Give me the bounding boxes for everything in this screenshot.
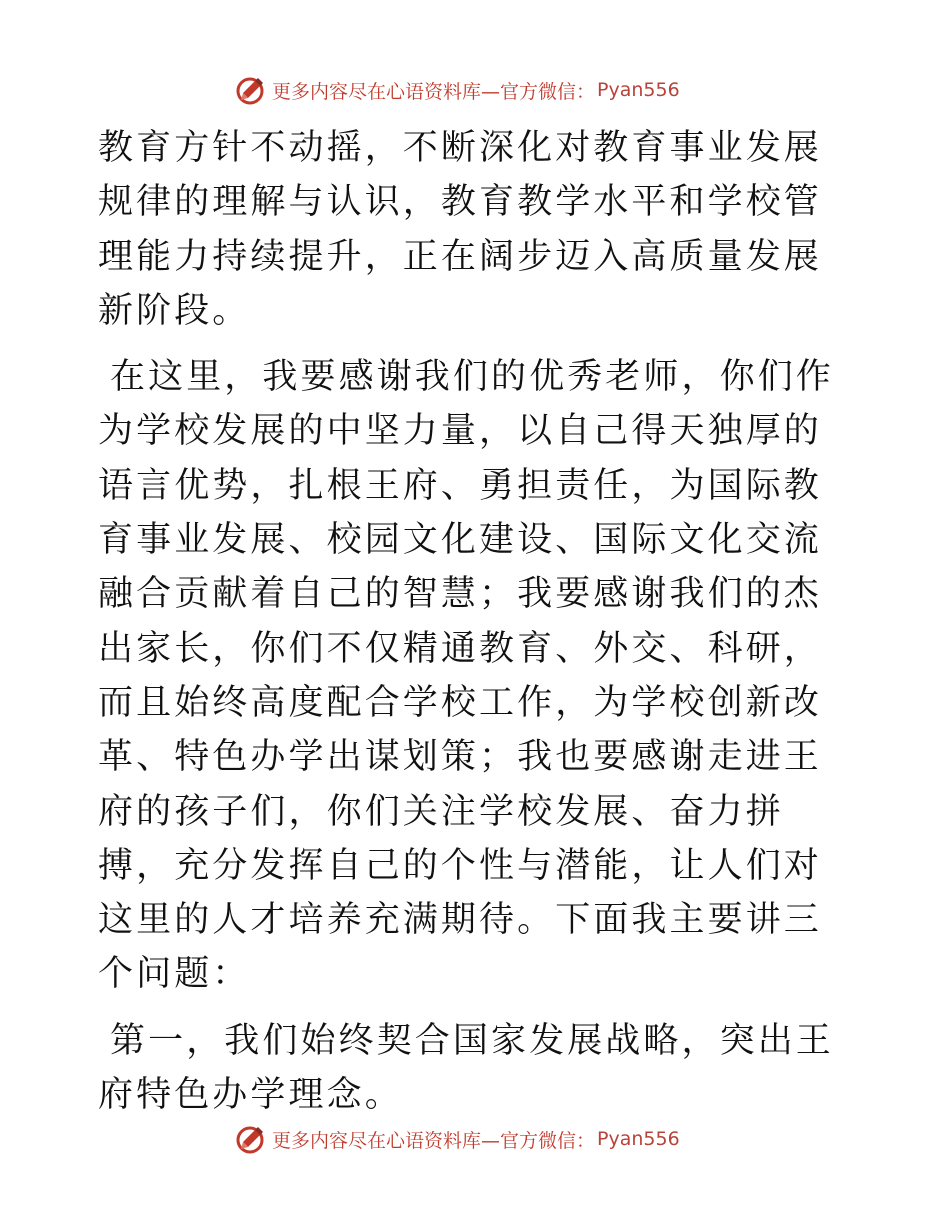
watermark-contact: Pyan556: [597, 1128, 680, 1150]
pen-logo-icon: [234, 73, 268, 107]
pen-logo-icon: [234, 1122, 268, 1156]
watermark-text: 更多内容尽在心语资料库—官方微信：: [272, 1129, 596, 1152]
watermark-header: [234, 72, 680, 108]
watermark-text: 更多内容尽在心语资料库—官方微信：: [272, 80, 596, 103]
paragraph: 在这里，我要感谢我们的优秀老师，你们作为学校发展的中坚力量，以自己得天独厚的语言优势，扎根王府、勇担责任，为国际教育事业发展、校园文化建设、国际文化交流融合贡献着自己的智慧；我要感谢我们的杰出家长，你们不仅精通教育、外交、科研，而且始终高度配合学校工作，为学校创新改革、特色办学出谋划策；我也要感谢走进王府的孩子们，你们关注学校发展、奋力拼搏，充分发挥自己的个性与潜能，让人们对这里的人才培养充满期待。下面我主要讲三个问题：: [98, 357, 834, 995]
watermark-contact: Pyan556: [597, 79, 680, 101]
paragraph: 教育方针不动摇，不断深化对教育事业发展规律的理解与认识，教育教学水平和学校管理能力持续提升，正在阔步迈入高质量发展新阶段。: [98, 128, 822, 331]
document-body: [98, 121, 858, 1134]
watermark-footer: [234, 1121, 680, 1157]
paragraph: 第一，我们始终契合国家发展战略，突出王府特色办学理念。: [98, 1020, 834, 1116]
